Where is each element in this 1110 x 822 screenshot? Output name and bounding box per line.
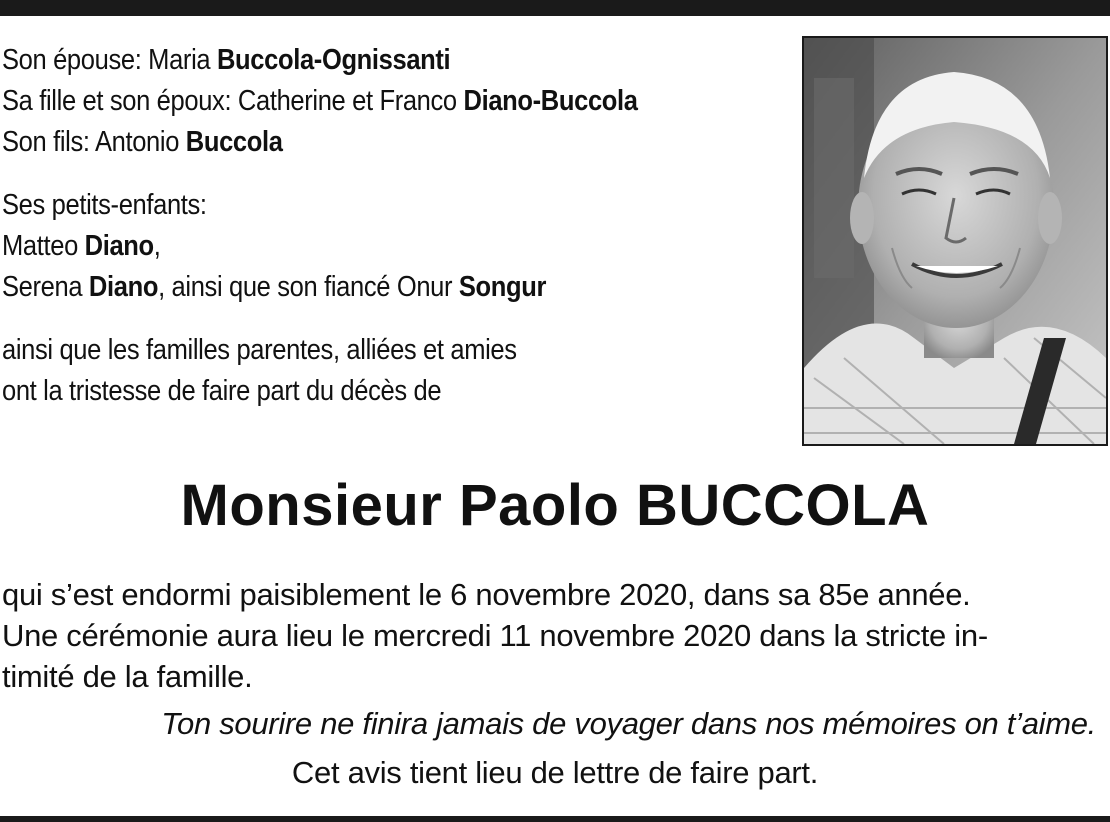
- grandchild-2-surname: Diano: [88, 271, 159, 303]
- spouse-prefix: Son épouse: Maria: [2, 44, 217, 76]
- death-announcement-text: [2, 574, 1106, 697]
- grandchild-2-first: Serena: [2, 271, 89, 303]
- grandchild-1: [2, 230, 161, 262]
- son-name: Buccola: [185, 126, 283, 158]
- daughter-prefix: Sa fille et son époux: Catherine et Franco: [2, 85, 464, 117]
- grandchildren-block: [2, 185, 697, 308]
- son-prefix: Son fils: Antonio: [2, 126, 186, 158]
- portrait-image: [804, 38, 1106, 444]
- relatives-line-2: ont la tristesse de faire part du décès de: [2, 375, 442, 407]
- body-line-2: Une cérémonie aura lieu le mercredi 11 novembre 2020 dans la stricte in-: [2, 618, 988, 653]
- bottom-rule: [0, 816, 1110, 822]
- grandchild-1-comma: ,: [153, 230, 161, 262]
- spouse-name: Buccola-Ognissanti: [216, 44, 451, 76]
- deceased-name: Monsieur Paolo BUCCOLA: [180, 473, 930, 538]
- fiance-text: , ainsi que son fiancé Onur: [158, 271, 459, 303]
- spouse-line: [2, 44, 450, 76]
- fiance-surname: Songur: [458, 271, 547, 303]
- body-line-3: timité de la famille.: [2, 659, 253, 694]
- top-rule: [0, 0, 1110, 16]
- daughter-name: Diano-Buccola: [463, 85, 638, 117]
- daughter-line: [2, 85, 638, 117]
- notice-text: Cet avis tient lieu de lettre de faire part.: [291, 755, 819, 790]
- grandchildren-heading: Ses petits-enfants:: [2, 189, 207, 221]
- grandchild-2: [2, 271, 546, 303]
- relatives-block: [2, 330, 697, 412]
- relatives-line-1: ainsi que les familles parentes, alliées et amies: [2, 334, 517, 366]
- son-line: [2, 126, 283, 158]
- grandchild-1-surname: Diano: [84, 230, 154, 262]
- body-line-1: qui s’est endormi paisiblement le 6 novembre 2020, dans sa 85e année.: [2, 577, 971, 612]
- family-spouse-block: [2, 40, 697, 163]
- grandchild-1-first: Matteo: [2, 230, 85, 262]
- family-announcement: [2, 40, 697, 434]
- portrait-photo: [802, 36, 1108, 446]
- motto-quote: Ton sourire ne finira jamais de voyager dans nos mémoires on t’aime.: [161, 706, 1096, 741]
